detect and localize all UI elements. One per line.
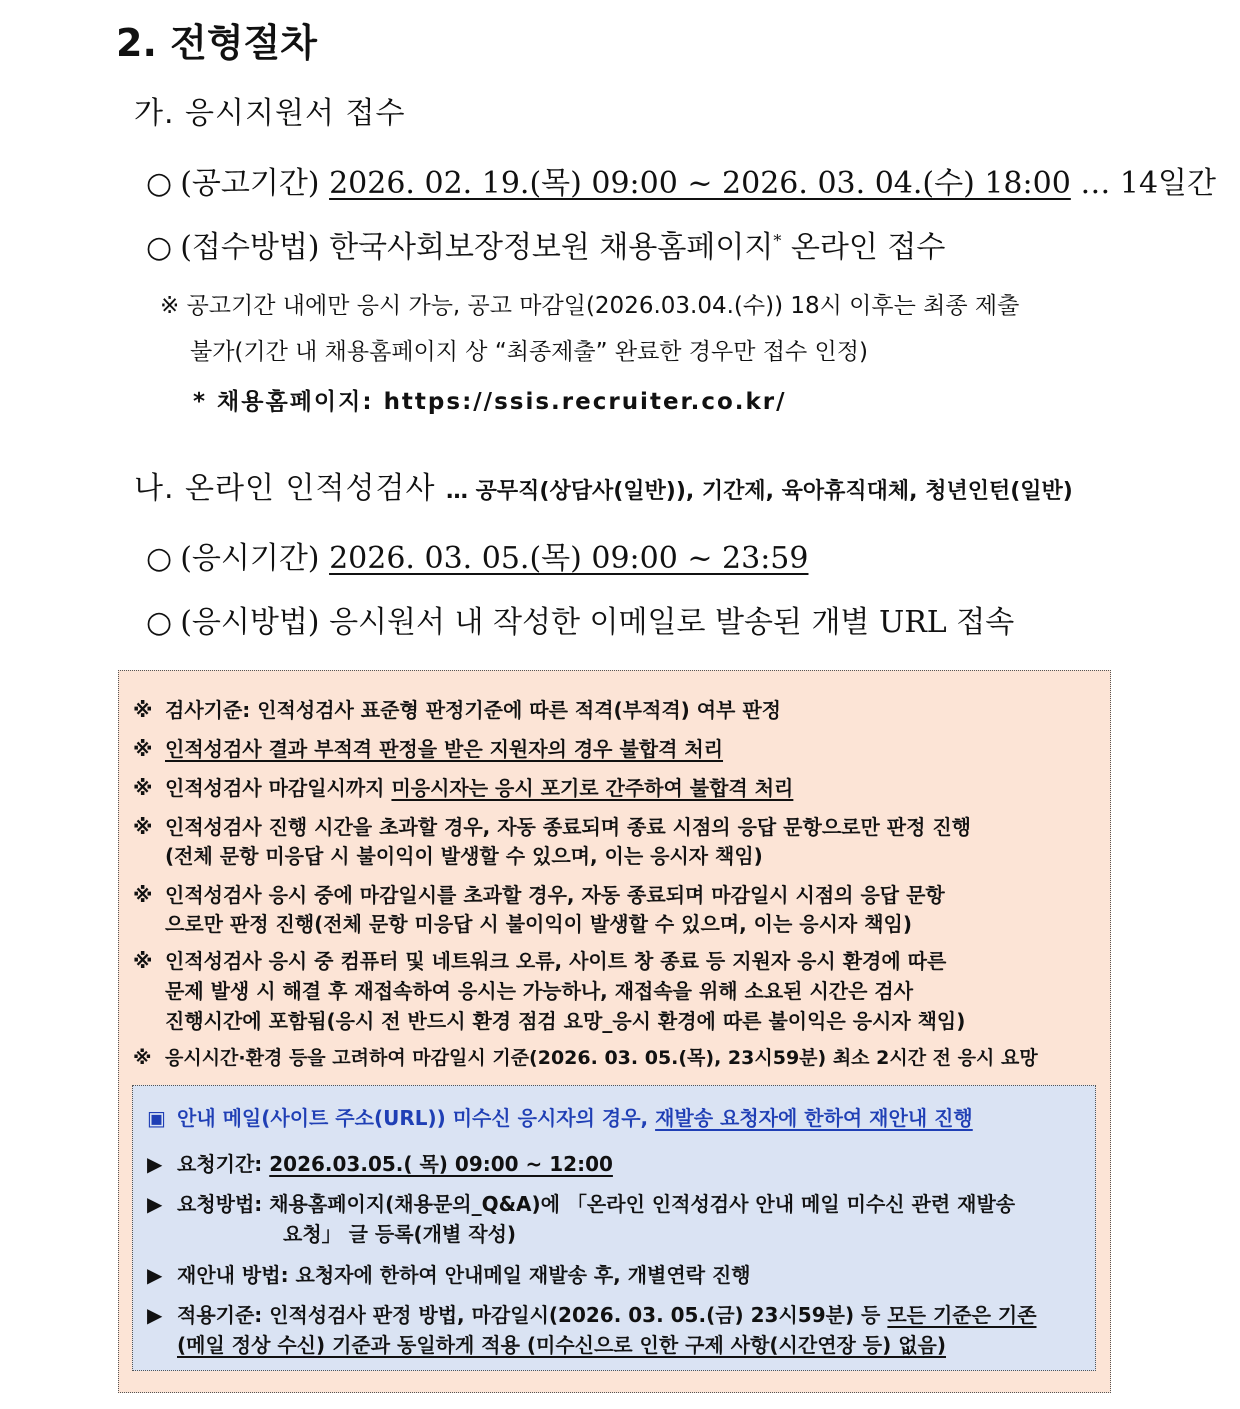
notice-text: 응시시간·환경 등을 고려하여 마감일시 기준(2026. 03. 05.(목), 23시59분) 최소 2시간 전 응시 요망 <box>165 1047 1038 1069</box>
arrow-bullet-icon: ▶ <box>147 1303 163 1327</box>
resend-header-text: 안내 메일(사이트 주소(URL)) 미수신 응시자의 경우, <box>177 1106 656 1130</box>
resend-header <box>147 1102 973 1131</box>
notice-text-continued: 으로만 판정 진행(전체 문항 미응답 시 불이익이 발생할 수 있으며, 이는 응시자 책임) <box>165 912 912 936</box>
application-method-item <box>146 222 945 266</box>
announcement-period-value: 2026. 02. 19.(목) 09:00 ~ 2026. 03. 04.(수) 18:00 <box>329 166 1071 201</box>
notice-text: 인적성검사 진행 시간을 초과할 경우, 자동 종료되며 종료 시점의 응답 문항으로만 판정 진행 <box>165 815 971 839</box>
notice-text-underlined: 미응시자는 응시 포기로 간주하여 불합격 처리 <box>391 776 794 800</box>
arrow-bullet-icon: ▶ <box>147 1152 163 1176</box>
notice-text-continued: 진행시간에 포함됨(응시 전 반드시 환경 점검 요망_응시 환경에 따른 불이익은 응시자 책임) <box>165 1009 966 1033</box>
notice-text: 검사기준: 인적성검사 표준형 판정기준에 따른 적격(부적격) 여부 판정 <box>165 698 781 722</box>
notice-text: 인적성검사 응시 중에 마감일시를 초과할 경우, 자동 종료되며 마감일시 시점의 응답 문항 <box>165 883 945 907</box>
announcement-period-item <box>146 158 1216 202</box>
arrow-bullet-icon: ▶ <box>147 1263 163 1287</box>
application-method-suffix: 온라인 접수 <box>790 230 946 265</box>
circle-bullet-icon: ○ <box>146 166 173 201</box>
subsection-b-title-tail: … 공무직(상담사(일반)), 기간제, 육아휴직대체, 청년인턴(일반) <box>445 479 1073 504</box>
resend-method <box>147 1188 1015 1217</box>
square-bullet-icon: ▣ <box>147 1106 166 1130</box>
test-method-item <box>146 597 1014 641</box>
deadline-note-text: 공고기간 내에만 응시 가능, 공고 마감일(2026.03.04.(수)) 18시 이후는 최종 제출 <box>186 293 1020 319</box>
resend-apply-text: 적용기준: 인적성검사 판정 방법, 마감일시(2026. 03. 05.(금) 23시59분) 등 <box>177 1303 888 1327</box>
notice-text-continued: (전체 문항 미응답 시 불이익이 발생할 수 있으며, 이는 응시자 책임) <box>165 844 763 868</box>
homepage-line <box>193 383 787 416</box>
resend-apply-continued: (메일 정상 수신) 기준과 동일하게 적용 (미수신으로 인한 구제 사항(시간연장 등) 없음) <box>177 1333 946 1357</box>
subsection-a-title: 가. 응시지원서 접수 <box>134 96 406 131</box>
reference-mark-icon: ※ <box>133 737 153 761</box>
notice-box <box>118 670 1111 1393</box>
test-period-value: 2026. 03. 05.(목) 09:00 ~ 23:59 <box>329 541 809 576</box>
homepage-url-link[interactable]: https://ssis.recruiter.co.kr/ <box>383 389 787 415</box>
notice-item <box>133 772 793 801</box>
reference-mark-icon: ※ <box>133 1047 152 1069</box>
notice-text: 인적성검사 응시 중 컴퓨터 및 네트워크 오류, 사이트 창 종료 등 지원자 응시 환경에 따른 <box>165 949 947 973</box>
notice-text: 인적성검사 마감일시까지 <box>165 776 392 800</box>
announcement-period-suffix: … 14일간 <box>1080 166 1217 201</box>
item-label: (응시방법) <box>180 605 320 640</box>
resend-method-text: 요청방법: 채용홈페이지(채용문의_Q&A)에 「온라인 인적성검사 안내 메일 미수신 관련 재발송 <box>177 1192 1016 1216</box>
test-period-item <box>146 533 808 577</box>
resend-period-label: 요청기간: <box>177 1152 270 1176</box>
arrow-bullet-icon: ▶ <box>147 1192 163 1216</box>
item-label: (접수방법) <box>180 230 320 265</box>
application-method-value: 한국사회보장정보원 채용홈페이지 <box>329 230 774 265</box>
deadline-note-line1 <box>160 287 1019 320</box>
resend-period <box>147 1148 613 1177</box>
notice-text-continued: 문제 발생 시 해결 후 재접속하여 응시는 가능하나, 재접속을 위해 소요된 시간은 검사 <box>165 979 914 1003</box>
resend-apply <box>147 1299 1037 1328</box>
resend-request-box <box>132 1085 1096 1371</box>
section-title: 2. 전형절차 <box>116 21 317 65</box>
reference-mark-icon: ※ <box>133 815 153 839</box>
resend-header-underlined: 재발송 요청자에 한하여 재안내 진행 <box>655 1106 973 1130</box>
circle-bullet-icon: ○ <box>146 541 173 576</box>
resend-apply-underlined: 모든 기준은 기존 <box>887 1303 1037 1327</box>
notice-item <box>133 1043 1038 1070</box>
resend-period-value: 2026.03.05.( 목) 09:00 ~ 12:00 <box>269 1152 613 1176</box>
notice-item <box>133 879 945 908</box>
reference-mark-icon: ※ <box>133 883 153 907</box>
test-method-value: 응시원서 내 작성한 이메일로 발송된 개별 URL 접속 <box>329 605 1015 640</box>
reference-mark-icon: ※ <box>133 698 153 722</box>
resend-reguide-text: 재안내 방법: 요청자에 한하여 안내메일 재발송 후, 개별연락 진행 <box>177 1263 751 1287</box>
deadline-note-line2: 불가(기간 내 채용홈페이지 상 “최종제출” 완료한 경우만 접수 인정) <box>190 339 868 365</box>
notice-text: 인적성검사 결과 부적격 판정을 받은 지원자의 경우 불합격 처리 <box>165 737 724 761</box>
subsection-b-title-text: 나. 온라인 인적성검사 <box>134 471 436 506</box>
homepage-label: * 채용홈페이지: <box>193 389 374 415</box>
subsection-b-title <box>134 463 1073 507</box>
circle-bullet-icon: ○ <box>146 605 173 640</box>
notice-item <box>133 945 946 974</box>
reference-mark-icon: ※ <box>133 949 153 973</box>
resend-reguide <box>147 1259 751 1288</box>
item-label: (응시기간) <box>180 541 320 576</box>
notice-item <box>133 733 723 762</box>
notice-item <box>133 694 781 723</box>
notice-item <box>133 811 971 840</box>
reference-mark-icon: ※ <box>133 776 153 800</box>
reference-mark-icon: ※ <box>160 293 180 319</box>
item-label: (공고기간) <box>180 166 320 201</box>
resend-method-continued: 요청」 글 등록(개별 작성) <box>283 1222 517 1246</box>
footnote-marker: * <box>773 231 782 250</box>
circle-bullet-icon: ○ <box>146 230 173 265</box>
